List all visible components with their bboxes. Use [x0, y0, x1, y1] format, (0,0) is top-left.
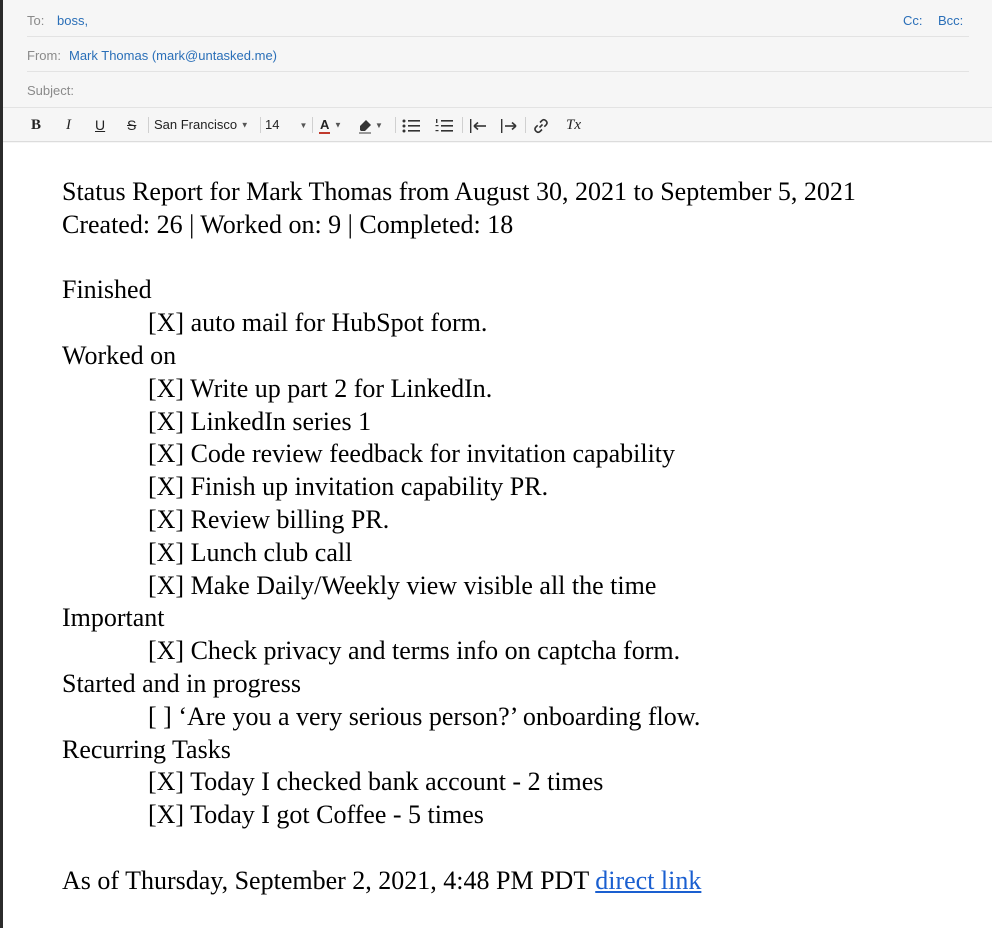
section-heading: Recurring Tasks	[62, 734, 231, 764]
font-family-value: San Francisco	[154, 117, 238, 132]
font-size-value: 14	[265, 117, 280, 132]
subject-label: Subject:	[27, 83, 74, 98]
task-item: [X] Today I checked bank account - 2 times	[148, 767, 604, 797]
chevron-down-icon: ▼	[299, 120, 308, 130]
chevron-down-icon: ▼	[334, 120, 342, 130]
task-item: [X] Check privacy and terms info on captcha form.	[148, 636, 681, 666]
bcc-button[interactable]: Bcc:	[938, 13, 964, 28]
highlight-color-button[interactable]	[357, 116, 383, 134]
task-item: [X] auto mail for HubSpot form.	[148, 308, 488, 338]
section-heading: Started and in progress	[62, 668, 302, 698]
toolbar-divider	[525, 117, 526, 133]
strikethrough-button[interactable]: S	[127, 117, 137, 133]
from-field[interactable]	[27, 37, 969, 72]
to-label: To:	[27, 13, 45, 28]
indent-icon	[500, 118, 518, 134]
format-toolbar	[3, 107, 992, 142]
section-heading: Finished	[62, 275, 152, 305]
font-family-select[interactable]	[154, 116, 249, 134]
toolbar-divider	[462, 117, 463, 133]
clear-formatting-button[interactable]	[566, 116, 581, 134]
to-field[interactable]	[27, 2, 969, 37]
insert-link-button[interactable]	[533, 116, 549, 134]
section-heading: Worked on	[62, 340, 177, 370]
clear-format-icon: Tx	[566, 117, 581, 133]
cc-button[interactable]: Cc:	[903, 13, 923, 28]
from-sender[interactable]: Mark Thomas (mark@untasked.me)	[69, 48, 278, 63]
toolbar-divider	[395, 117, 396, 133]
spacer	[62, 242, 972, 275]
bold-button[interactable]: B	[31, 117, 42, 133]
footer-timestamp: As of Thursday, September 2, 2021, 4:48 PM PDT	[62, 865, 596, 895]
indent-button[interactable]	[500, 116, 518, 134]
chevron-down-icon: ▼	[240, 120, 249, 130]
outdent-icon	[469, 118, 487, 134]
report-title: Status Report for Mark Thomas from August 30, 2021 to September 5, 2021	[62, 177, 856, 206]
subject-input[interactable]	[82, 78, 946, 102]
task-item: [X] Make Daily/Weekly view visible all the time	[148, 570, 657, 600]
task-item: [X] Write up part 2 for LinkedIn.	[148, 373, 493, 403]
report-footer	[62, 865, 972, 898]
underline-button[interactable]: U	[95, 117, 106, 133]
toolbar-divider	[148, 117, 149, 133]
task-item: [X] Review billing PR.	[148, 504, 390, 534]
task-item: [X] Finish up invitation capability PR.	[148, 472, 549, 502]
highlighter-icon	[357, 118, 373, 134]
bulleted-list-button[interactable]	[402, 116, 420, 134]
font-size-select[interactable]	[265, 116, 307, 134]
numbered-list-icon	[435, 118, 453, 134]
task-item: [ ] ‘Are you a very serious person?’ onboarding flow.	[148, 701, 701, 731]
task-item: [X] Today I got Coffee - 5 times	[148, 800, 484, 830]
message-body[interactable]	[62, 176, 972, 898]
task-item: [X] Lunch club call	[148, 537, 353, 567]
chevron-down-icon: ▼	[375, 120, 383, 130]
to-recipient[interactable]: boss,	[57, 13, 89, 28]
from-label: From:	[27, 48, 61, 63]
report-stats: Created: 26 | Worked on: 9 | Completed: 18	[62, 209, 514, 239]
text-color-icon: A	[320, 117, 330, 132]
section-heading: Important	[62, 603, 165, 633]
subject-field[interactable]	[27, 72, 969, 107]
task-item: [X] Code review feedback for invitation capability	[148, 439, 676, 469]
text-color-button[interactable]	[319, 116, 342, 134]
toolbar-divider	[312, 117, 313, 133]
outdent-button[interactable]	[469, 116, 487, 134]
link-icon	[533, 118, 549, 134]
spacer	[62, 832, 972, 865]
direct-link[interactable]: direct link	[595, 865, 702, 895]
toolbar-divider	[260, 117, 261, 133]
bullet-list-icon	[402, 118, 420, 134]
numbered-list-button[interactable]	[435, 116, 453, 134]
task-item: [X] LinkedIn series 1	[148, 406, 372, 436]
task-sections	[62, 274, 972, 832]
italic-button[interactable]: I	[66, 117, 71, 133]
